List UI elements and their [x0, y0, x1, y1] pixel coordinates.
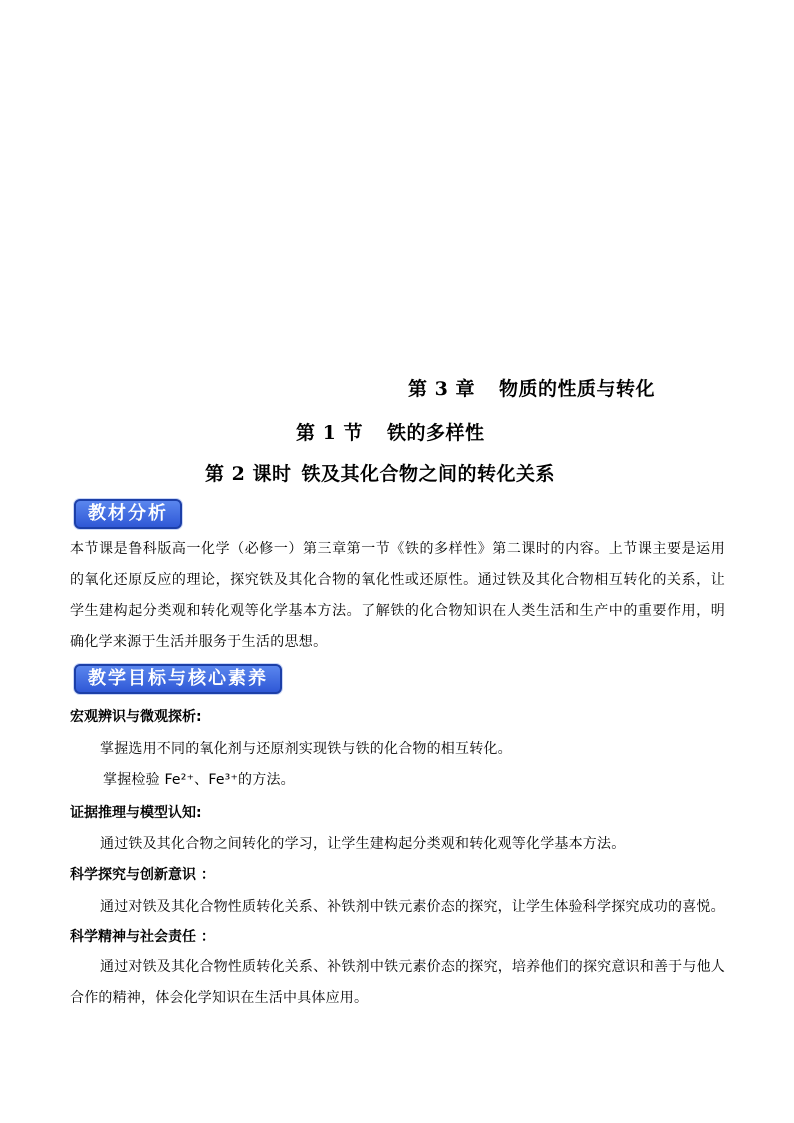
- chapter-name: 物质的性质与转化: [498, 378, 655, 400]
- chapter-title: [408, 374, 655, 401]
- objective-heading-responsibility: 科学精神与社会责任 ：: [70, 929, 215, 945]
- section-name: 铁的多样性: [386, 422, 485, 444]
- objective-line: 掌握检验 Fe²⁺、Fe³⁺的方法。: [103, 772, 295, 788]
- objective-heading-inquiry: 科学探究与创新意识 ：: [70, 867, 215, 883]
- lesson-name: 铁及其化合物之间的转化关系: [301, 463, 555, 485]
- chapter-number: 第 3 章: [408, 378, 475, 400]
- section-number: 第 1 节: [296, 422, 363, 444]
- section-title: [296, 418, 484, 445]
- objective-line: 掌握选用不同的氧化剂与还原剂实现铁与铁的化合物的相互转化。: [100, 741, 512, 757]
- objective-line: 通过对铁及其化合物性质转化关系、补铁剂中铁元素价态的探究，让学生体验科学探究成功的喜悦。: [100, 899, 725, 915]
- analysis-paragraph: 本节课是鲁科版高一化学（必修一）第三章第一节《铁的多样性》第二课时的内容。上节课主要是运用的氧化还原反应的理论，探究铁及其化合物的氧化性或还原性。通过铁及其化合物相互转化的关系，让学生建构起分类观和转化观等化学基本方法。了解铁的化合物知识在人类生活和生产中的重要作用，明确化学来源于生活并服务于生活的思想。: [70, 541, 725, 650]
- lesson-number: 第 2 课时: [205, 463, 292, 485]
- analysis-badge: 教材分析: [74, 499, 182, 529]
- objectives-badge: 教学目标与核心素养: [74, 664, 282, 694]
- objective-line: 通过铁及其化合物之间转化的学习，让学生建构起分类观和转化观等化学基本方法。: [100, 836, 626, 852]
- objective-heading-macro: 宏观辨识与微观探析:: [70, 709, 202, 725]
- lesson-title: [205, 459, 555, 486]
- objective-paragraph: 通过对铁及其化合物性质转化关系、补铁剂中铁元素价态的探究，培养他们的探究意识和善于与他人合作的精神，体会化学知识在生活中具体应用。: [70, 959, 725, 1006]
- objective-heading-evidence: 证据推理与模型认知:: [70, 805, 202, 821]
